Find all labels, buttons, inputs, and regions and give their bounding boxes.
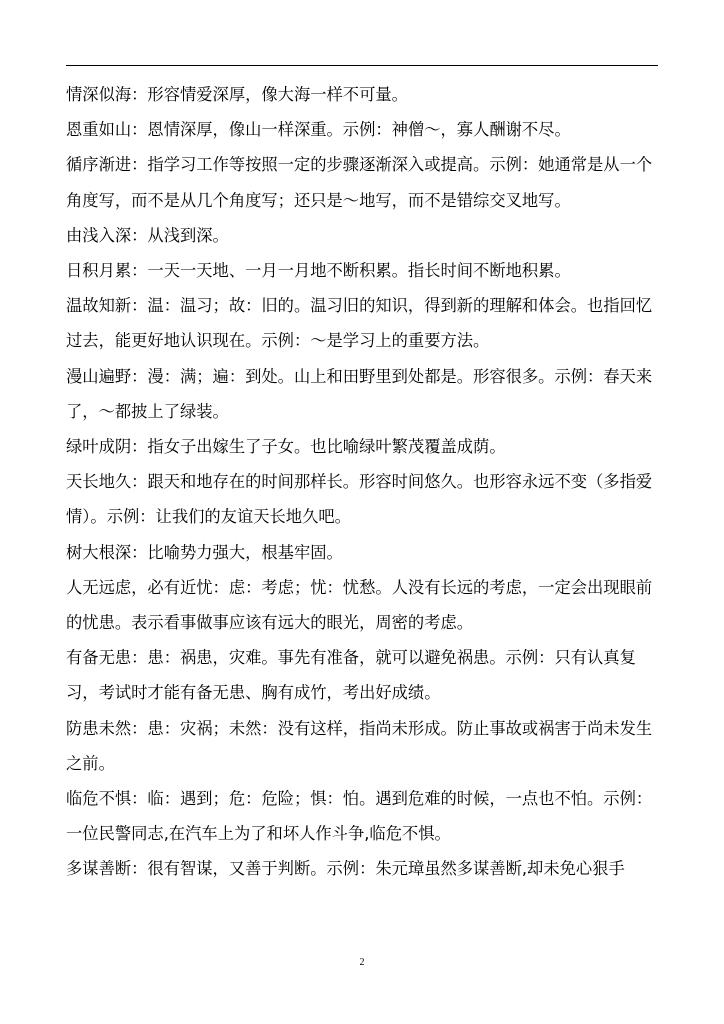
idiom-entry: 情深似海：形容情爱深厚，像大海一样不可量。 bbox=[66, 85, 408, 104]
idiom-entry: 漫山遍野：漫：满；遍：到处。山上和田野里到处都是。形容很多。示例：春天来了，～都披上了绿装。 bbox=[66, 366, 653, 421]
idiom-entry: 绿叶成阴：指女子出嫁生了子女。也比喻绿叶繁茂覆盖成荫。 bbox=[66, 437, 506, 457]
header-rule bbox=[66, 65, 658, 66]
idiom-entry: 日积月累：一天一天地、一月一月地不断积累。指长时间不断地积累。 bbox=[66, 261, 571, 281]
idiom-entry: 人无远虑，必有近忧：虑：考虑；忧：忧愁。人没有长远的考虑，一定会出现眼前的忧患。表示看事做事应该有远大的眼光，周密的考虑。 bbox=[66, 577, 653, 633]
idiom-entry: 树大根深：比喻势力强大，根基牢固。 bbox=[66, 542, 343, 562]
idiom-entry: 由浅入深：从浅到深。 bbox=[66, 225, 229, 245]
idiom-entry: 温故知新：温：温习；故：旧的。温习旧的知识，得到新的理解和体会。也指回忆过去，能更好地认识现在。示例：～是学习上的重要方法。 bbox=[66, 296, 653, 351]
idiom-entry: 循序渐进：指学习工作等按照一定的步骤逐渐深入或提高。示例：她通常是从一个角度写，而不是从几个角度写；还只是～地写，而不是错综交叉地写。 bbox=[66, 155, 653, 210]
idiom-entry: 临危不惧：临：遇到；危：危险；惧：怕。遇到危难的时候，一点也不怕。示例：一位民警同志,在汽车上为了和坏人作斗争,临危不惧。 bbox=[66, 789, 653, 844]
idiom-entry: 有备无患：患：祸患，灾难。事先有准备，就可以避免祸患。示例：只有认真复习，考试时才能有备无患、胸有成竹，考出好成绩。 bbox=[66, 648, 636, 703]
idiom-entry: 多谋善断：很有智谋，又善于判断。示例：朱元璋虽然多谋善断,却未免心狠手 bbox=[66, 859, 625, 879]
idiom-entry: 防患未然：患：灾祸；未然：没有这样，指尚未形成。防止事故或祸害于尚未发生之前。 bbox=[66, 718, 653, 773]
idiom-entry: 天长地久：跟天和地存在的时间那样长。形容时间悠久。也形容永远不变（多指爱情）。示例：让我们的友谊天长地久吧。 bbox=[66, 472, 653, 527]
page-number: 2 bbox=[359, 957, 365, 968]
idiom-list bbox=[66, 77, 660, 887]
idiom-entry: 恩重如山：恩情深厚，像山一样深重。示例：神僧～，寡人酬谢不尽。 bbox=[66, 120, 571, 140]
